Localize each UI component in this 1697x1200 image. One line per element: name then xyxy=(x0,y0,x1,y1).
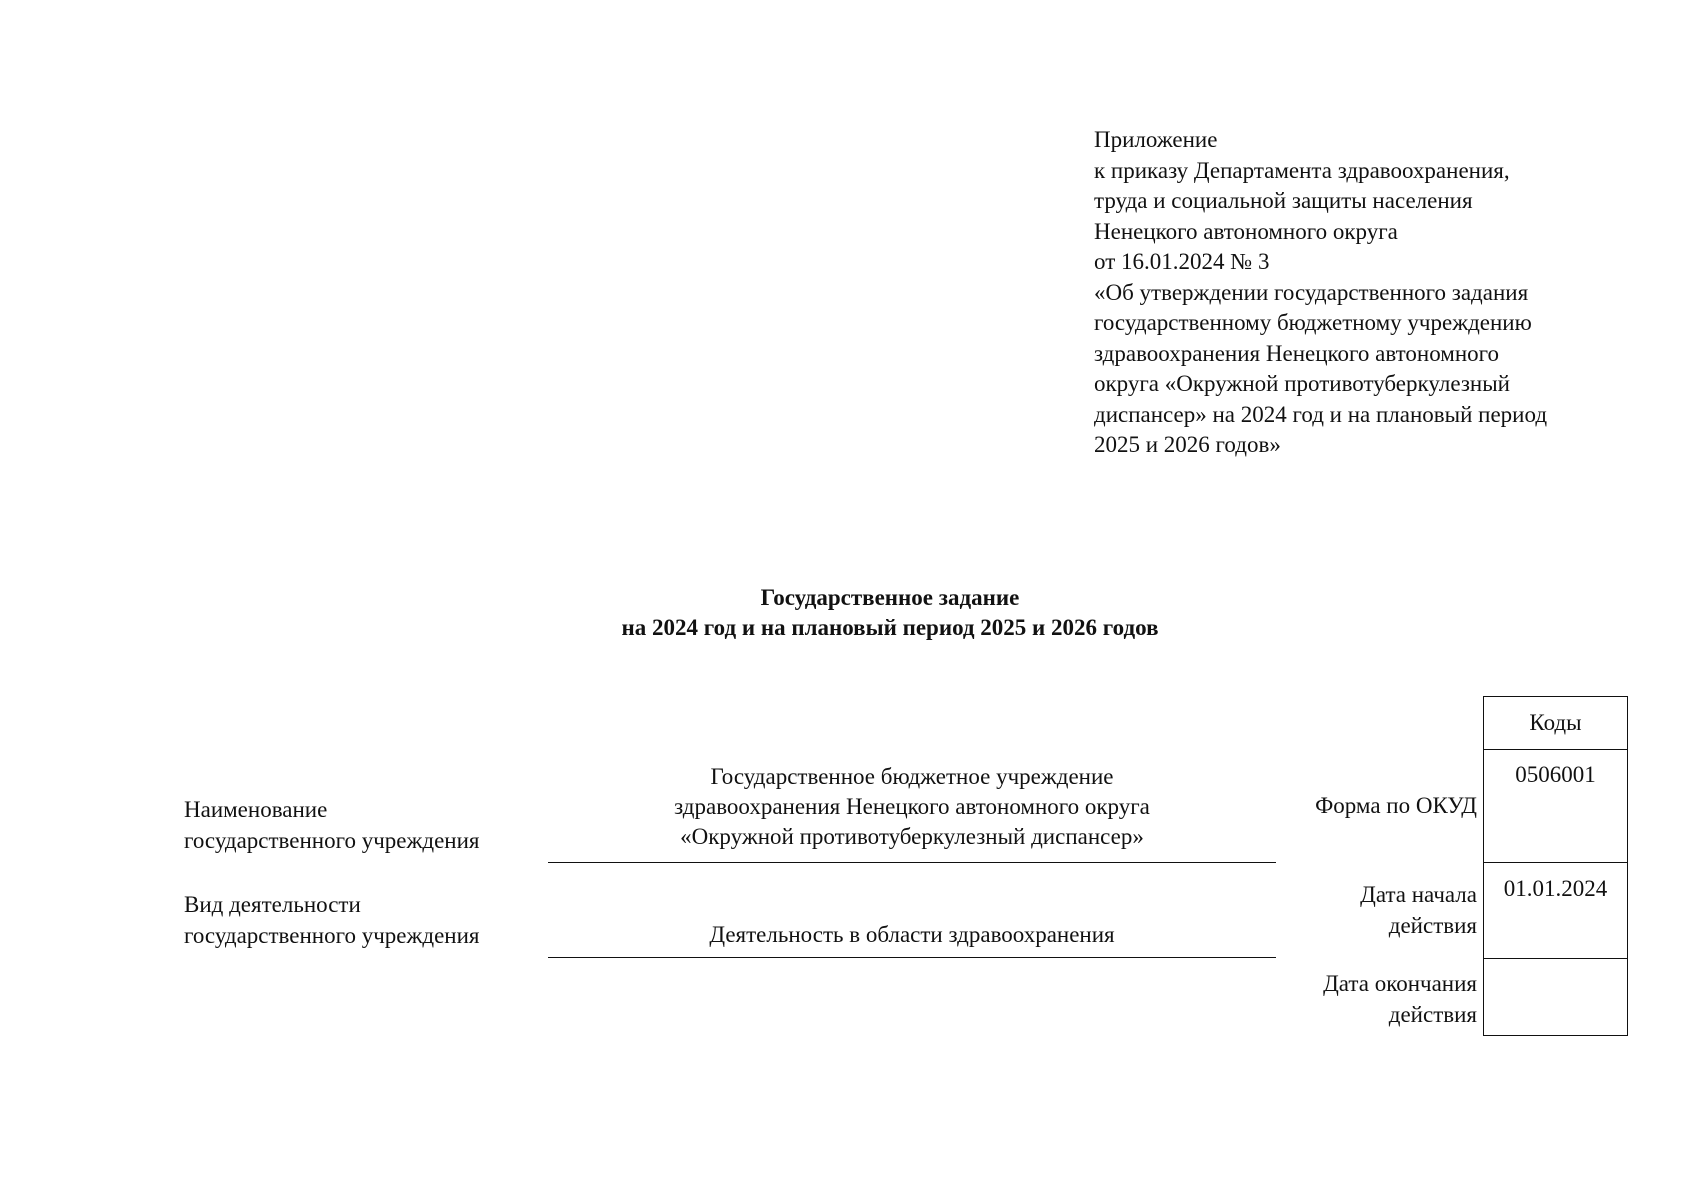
okud-code-value: 0506001 xyxy=(1484,750,1627,863)
value-line: «Окружной противотуберкулезный диспансер» xyxy=(680,824,1144,849)
end-date-label-wrap xyxy=(1230,968,1477,1032)
appendix-line: труда и социальной защиты населения xyxy=(1094,188,1473,213)
label-line: Наименование xyxy=(184,797,328,822)
appendix-line: государственному бюджетному учреждению xyxy=(1094,310,1532,335)
okud-label: Форма по ОКУД xyxy=(1315,793,1477,818)
appendix-block xyxy=(1094,125,1654,461)
appendix-line: «Об утверждении государственного задания xyxy=(1094,279,1529,305)
end-date-label-line-1: Дата окончания xyxy=(1323,971,1477,996)
appendix-line: Ненецкого автономного округа xyxy=(1094,218,1398,244)
end-date-value xyxy=(1484,959,1627,1035)
institution-name-underline xyxy=(548,862,1276,863)
start-date-value: 01.01.2024 xyxy=(1484,863,1627,959)
activity-type-value: Деятельность в области здравоохранения xyxy=(709,922,1115,947)
value-line: здравоохранения Ненецкого автономного округа xyxy=(674,794,1150,819)
start-date-label-line-1: Дата начала xyxy=(1360,882,1477,907)
title-line-1: Государственное задание xyxy=(760,585,1020,610)
activity-type-label xyxy=(184,889,480,951)
start-date-label-line-2: действия xyxy=(1388,913,1477,938)
value-line: Государственное бюджетное учреждение xyxy=(710,764,1114,789)
codes-header: Коды xyxy=(1484,697,1627,750)
start-date-label-wrap xyxy=(1230,879,1477,943)
label-line: Вид деятельности xyxy=(184,892,361,917)
codes-table xyxy=(1483,696,1628,1036)
title-line-2: на 2024 год и на плановый период 2025 и 2026 годов xyxy=(621,615,1159,640)
activity-type-underline xyxy=(548,957,1276,958)
institution-name-value xyxy=(548,762,1276,852)
appendix-line: от 16.01.2024 № 3 xyxy=(1094,249,1270,274)
institution-name-label xyxy=(184,794,480,856)
appendix-line: диспансер» на 2024 год и на плановый период xyxy=(1094,401,1548,427)
appendix-line: здравоохранения Ненецкого автономного xyxy=(1094,340,1499,366)
appendix-line: Приложение xyxy=(1094,127,1218,152)
appendix-line: 2025 и 2026 годов» xyxy=(1094,432,1281,457)
label-line: государственного учреждения xyxy=(184,923,480,948)
appendix-line: округа «Окружной противотуберкулезный xyxy=(1094,371,1510,396)
document-title xyxy=(460,583,1320,643)
end-date-label-line-2: действия xyxy=(1388,1002,1477,1027)
okud-label-wrap xyxy=(1230,790,1477,830)
label-line: государственного учреждения xyxy=(184,828,480,853)
appendix-line: к приказу Департамента здравоохранения, xyxy=(1094,157,1510,183)
